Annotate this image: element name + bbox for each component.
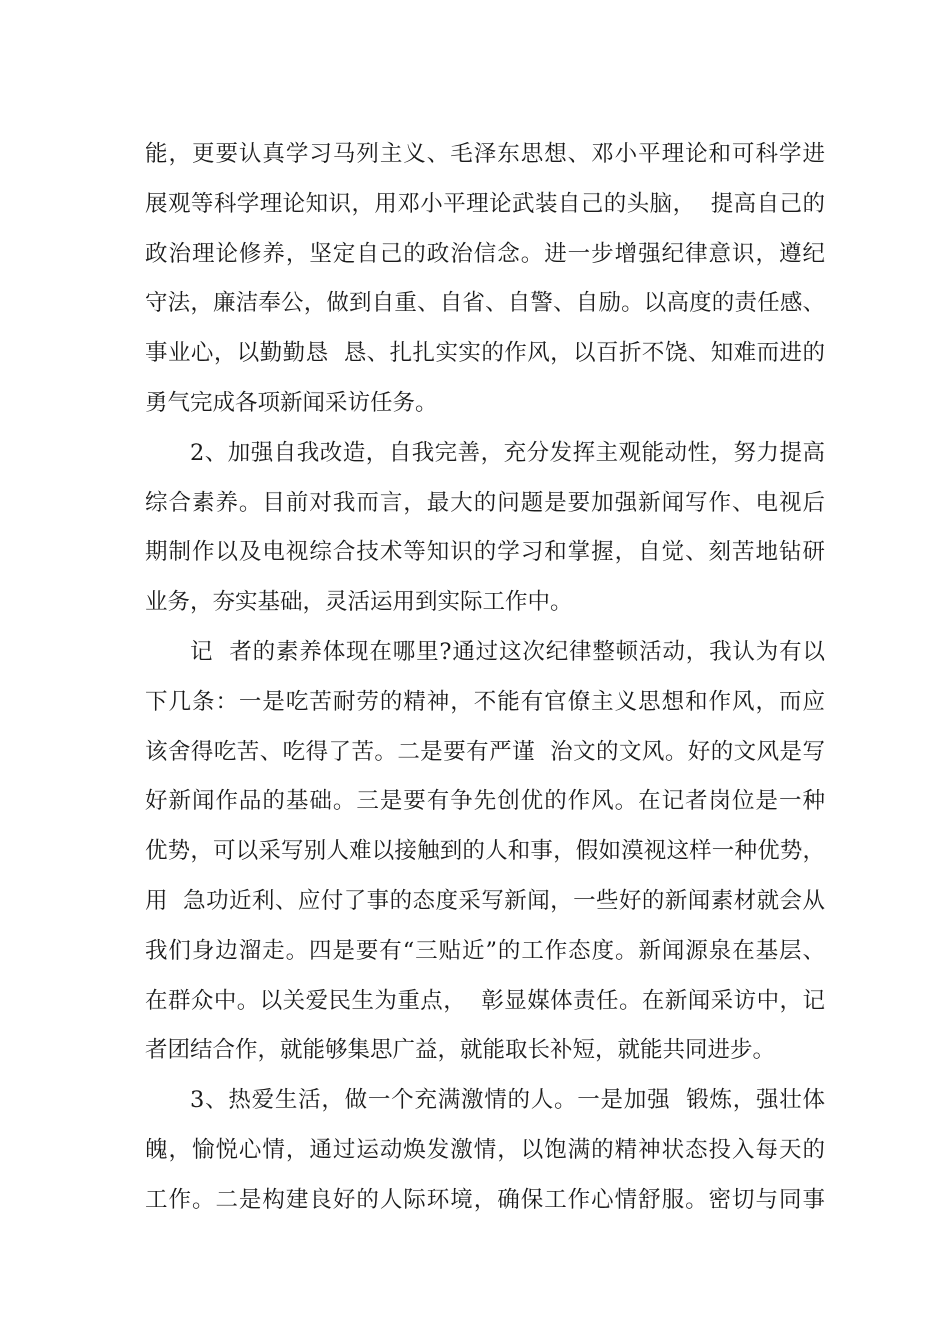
text-line: 好新闻作品的基础。三是要有争先创优的作风。在记者岗位是一种: [145, 788, 825, 815]
text-line: 记 者的素养体现在哪里?通过这次纪律整顿活动，我认为有以: [190, 638, 825, 665]
text-line: 3、热爱生活，做一个充满激情的人。一是加强 锻炼，强壮体: [190, 1087, 825, 1114]
text-line: 在群众中。以关爱民生为重点， 彰显媒体责任。在新闻采访中，记: [145, 987, 825, 1014]
text-line: 期制作以及电视综合技术等知识的学习和掌握，自觉、刻苦地钻研: [145, 539, 825, 566]
text-line: 该舍得吃苦、吃得了苦。二是要有严谨 治文的文风。好的文风是写: [145, 738, 825, 765]
text-line: 事业心，以勤勤恳 恳、扎扎实实的作风，以百折不饶、知难而进的: [145, 340, 825, 367]
text-line: 下几条：一是吃苦耐劳的精神，不能有官僚主义思想和作风，而应: [145, 688, 825, 715]
text-line: 勇气完成各项新闻采访任务。: [145, 389, 438, 416]
body-text: [145, 130, 825, 1226]
text-line: 守法，廉洁奉公，做到自重、自省、自警、自励。以高度的责任感、: [145, 290, 825, 317]
text-line: 魄，愉悦心情，通过运动焕发激情，以饱满的精神状态投入每天的: [145, 1136, 825, 1163]
text-line: 综合素养。目前对我而言，最大的问题是要加强新闻写作、电视后: [145, 489, 825, 516]
text-line: 者团结合作，就能够集思广益，就能取长补短，就能共同进步。: [145, 1037, 776, 1064]
text-line: 2、加强自我改造，自我完善，充分发挥主观能动性，努力提高: [190, 439, 825, 466]
text-line: 能，更要认真学习马列主义、毛泽东思想、邓小平理论和可科学进: [145, 141, 825, 167]
text-line: 优势，可以采写别人难以接触到的人和事，假如漠视这样一种优势，: [145, 838, 825, 865]
text-line: 用 急功近利、应付了事的态度采写新闻，一些好的新闻素材就会从: [145, 887, 825, 914]
text-line: 工作。二是构建良好的人际环境，确保工作心情舒服。密切与同事: [145, 1186, 825, 1213]
text-line: 业务，夯实基础，灵活运用到实际工作中。: [145, 589, 573, 616]
text-line: 我们身边溜走。四是要有“三贴近”的工作态度。新闻源泉在基层、: [145, 937, 825, 964]
text-line: 政治理论修养，坚定自己的政治信念。进一步增强纪律意识，遵纪: [145, 240, 825, 267]
text-line: 展观等科学理论知识，用邓小平理论武装自己的头脑， 提高自己的: [145, 190, 825, 217]
